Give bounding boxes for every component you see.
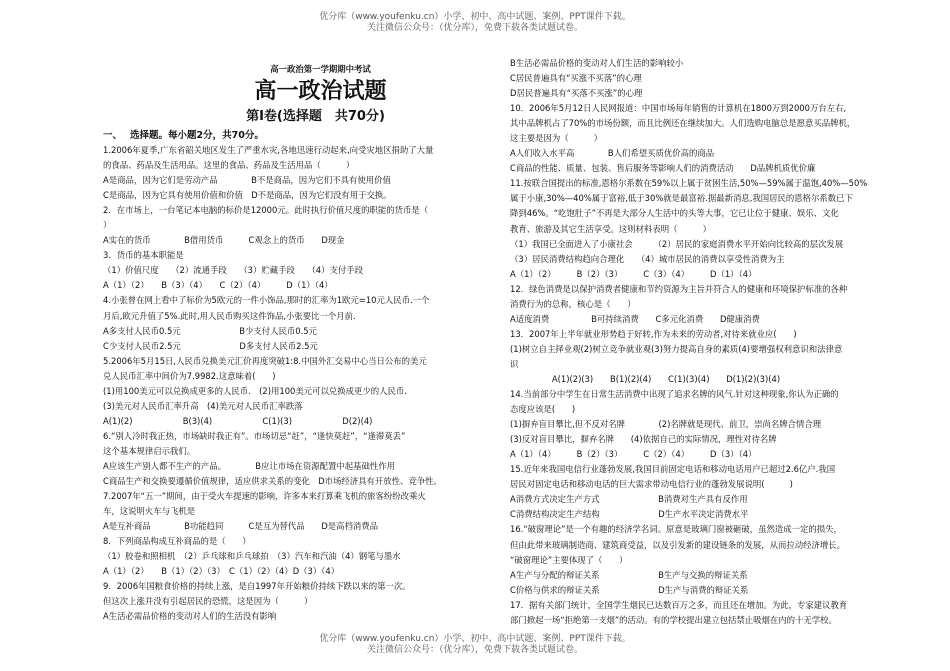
question-line: A（1）（2） B（3）（4） C（2）（4） D（1）（4） xyxy=(103,280,333,291)
question-line: B生活必需品价格的变动对人们生活的影响较小 xyxy=(510,58,684,68)
question-line: 2．在市场上，一台笔记本电脑的标价是12000元。此时执行价值尺度的职能的货币是（ xyxy=(103,205,429,216)
question-line: 态度应该是( ) xyxy=(510,404,576,415)
question-line: 16.“破窗理论”是一个有趣的经济学名词。原意是玻璃门窗被砸破，虽然造成一定的损失， xyxy=(510,524,842,535)
question-line: （3）居民消费结构趋向合理化 （4）城市居民的消费以享受性消费为主 xyxy=(510,253,785,264)
section-title: 一、 选择题。每小题2分，共70分。 xyxy=(103,130,264,141)
question-line: 3．货币的基本职能是 xyxy=(103,250,184,261)
question-line: 6.“别人冷时我正热，市场缺时我正有”。市场切忌“赶”，“逢快莫赶”，“逢滞莫丢” xyxy=(103,430,406,441)
question-line: A(1)(2)(3) B(1)(2)(4) C(1)(3)(4) D(1)(2)(3)(4) xyxy=(510,373,781,384)
question-line: C居民普遍具有“买涨不买落”的心理 xyxy=(510,73,642,84)
question-line: 部门掀起一场“拒绝第一支烟”的活动。有的学校提出建立包括禁止吸烟在内的十无学校。 xyxy=(510,614,837,625)
question-line: 4.小张曾在网上看中了标价为5欧元的一件小饰品,那时的汇率为1欧元=10元人民币.一个 xyxy=(103,295,430,306)
question-line: C商品的性能、质量、包装、售后服务等影响人们的消费活动 D品牌机质优价廉 xyxy=(510,163,816,174)
question-line: 这个基本规律启示我们。 xyxy=(103,445,196,456)
right-question-lines xyxy=(510,56,910,628)
watermark-bottom-line2: 关注微信公众号：（优分库），免费下载各类试题试卷。 xyxy=(366,645,583,655)
watermark-top-line2: 关注微信公众号：（优分库），免费下载各类试题试卷。 xyxy=(366,23,583,33)
question-line: 但这次上涨并没有引起居民的恐慌，这是因为（ ） xyxy=(103,596,313,607)
question-line: 1.2006年夏季,广东省韶关地区发生了严重水灾,各地迅速行动起来,向受灾地区捐助了大量 xyxy=(103,145,434,155)
question-line: 降到46%。“吃饱肚子”不再是大部分人生活中的头等大事，它已让位于健康、娱乐、文化 xyxy=(510,208,839,219)
question-line: 15.近年来我国电信行业蓬勃发展,我国目前固定电话和移动电话用户已超过2.6亿户.我国 xyxy=(510,464,836,475)
question-line: 车，这说明火车与飞机是 xyxy=(103,506,196,517)
question-line: A是互补商品 B功能趋同 C是互为替代品 D是高档消费品 xyxy=(103,521,379,532)
question-line: 兑人民币汇率中间价为7.9982.这意味着( ) xyxy=(103,370,276,381)
paper-title: 高一政治试题 xyxy=(254,79,387,104)
question-line: 14.当前部分中学生在日常生活消费中出现了追求名牌的风气.针对这种现象,你认为正确的 xyxy=(510,389,839,400)
question-line: A生活必需品价格的变动对人们的生活没有影响 xyxy=(103,611,277,622)
question-line: （1）胶卷和照相机 （2）乒乓球和乒乓球拍 （3）汽车和汽油（4）钢笔与墨水 xyxy=(103,551,401,562)
question-line: 7.2007年“五一”期间，由于受火车提速的影响，许多本来打算乘飞机的旅客纷纷改乘火 xyxy=(103,491,426,502)
watermark-bottom-line1: 优分库（www.youfenku.cn）小学、初中、高中试题、案例、PPT课件下载。 xyxy=(319,634,631,644)
question-line: A人们收入水平高 B人们希望买质优价高的商品 xyxy=(510,148,715,159)
question-line: (1)用100美元可以兑换成更多的人民币. (2)用100美元可以兑换成更少的人民币. xyxy=(103,385,407,396)
question-line: C是商品，因为它具有使用价值和价值 D不是商品，因为它们没有用于交换。 xyxy=(103,190,392,201)
watermark-top xyxy=(0,12,950,34)
left-column xyxy=(103,62,498,625)
watermark-bottom xyxy=(0,634,950,656)
question-line: 属于小康,30%—40%属于富裕,低于30%就是最富裕.据最新消息,我国居民的恩格尔系数已下 xyxy=(510,193,853,204)
question-line: A多支付人民币0.5元 B少支付人民币0.5元 xyxy=(103,325,317,336)
question-line: A适度消费 B可持续消费 C多元化消费 D健康消费 xyxy=(510,313,760,324)
exam-name: 高一政治第一学期期中考试 xyxy=(270,64,371,74)
question-line: （1）价值尺度 （2）流通手段 （3）贮藏手段 （4）支付手段 xyxy=(103,265,363,276)
question-line: A（1）（2） B（2）（3） C（3）（4） D（1）（4） xyxy=(510,268,757,279)
question-line: 12．绿色消费是以保护消费者健康和节约资源为主旨并符合人的健康和环境保护标准的各种 xyxy=(510,283,848,294)
question-line: 9．2006年国粮食价格的持续上涨，是自1997年开始粮价持续下跌以来的第一次。 xyxy=(103,581,411,592)
question-line: 消费行为的总称，核心是（ ） xyxy=(510,298,636,309)
question-line: （1）我国已全面进入了小康社会 （2）居民的家庭消费水平开始向比较高的层次发展 xyxy=(510,238,844,249)
question-line: 10．2006年5月12日人民网报道：中国市场每年销售的计算机在1800万到2000万台左右, xyxy=(510,103,847,114)
question-line: 的食品、药品及生活用品。这里的食品、药品及生活用品（ ） xyxy=(103,160,355,171)
question-line: 其中品牌机占了70%的市场份额，而且比例还在继续加大。人们选购电脑总是愿意买品牌机， xyxy=(510,118,856,129)
question-line: C消费结构决定生产结构 D生产水平决定消费水平 xyxy=(510,509,749,520)
question-line: 11.按联合国提出的标准,恩格尔系数在59%以上属于贫困生活,50%—59%属于温饱,40%—50% xyxy=(510,178,868,189)
question-line: A(1)(2) B(3)(4) C(1)(3) D(2)(4) xyxy=(103,415,373,426)
question-line: A应该生产别人都不生产的产品。 B应让市场在资源配置中起基础性作用 xyxy=(103,460,396,471)
question-line: (3)反对盲目攀比，摒弃名牌 (4)依据自己的实际情况，理性对待名牌 xyxy=(510,434,777,445)
question-line: A（1）（4） B（2）（3） C（2）（4） D（3）（4） xyxy=(510,449,757,460)
question-line: 居民对固定电话和移动电话的巨大需求带动电信行业的蓬勃发展说明( ) xyxy=(510,479,793,490)
question-line: “破窗理论”主要体现了（ ） xyxy=(510,554,628,565)
question-line: A（1）（2） B（1）（2）（3） C（1）（2）（4）D（3）（4） xyxy=(103,566,340,577)
left-question-lines xyxy=(103,143,498,625)
question-line: 13．2007年上半年就业形势趋于好转,作为未来的劳动者,对待来就业应( ) xyxy=(510,328,797,339)
question-line: ） xyxy=(103,220,112,231)
part-title: 第Ⅰ卷(选择题 共70分) xyxy=(246,109,385,124)
question-line: (1)树立自主择业观(2)树立竞争就业观(3)努力提高自身的素质(4)要增强权利意识和法律意 xyxy=(510,343,843,354)
question-line: A实在的货币 B借用货币 C观念上的货币 D现金 xyxy=(103,235,345,246)
question-line: 5.2006年5月15日,人民币兑换美元汇价再度突破1:8.中国外汇交易中心当日公布的美元 xyxy=(103,355,427,366)
question-line: 17．据有关部门统计，全国学生烟民已达数百万之多，而且还在增加。为此，专家建议教育 xyxy=(510,599,848,610)
question-line: 识 xyxy=(510,358,519,369)
question-line: 这主要是因为（ ） xyxy=(510,133,603,144)
question-line: A生产与分配的辩证关系 B生产与交换的辩证关系 xyxy=(510,569,748,580)
right-column xyxy=(510,56,910,628)
question-line: 教育、旅游及其它生活享受。这则材料表明（ ） xyxy=(510,223,711,234)
question-line: C价格与供求的辩证关系 D生产与消费的辩证关系 xyxy=(510,584,749,595)
question-line: C商品生产和交换要遵循价值规律，适应供求关系的变化 D市场经济具有开放性、竞争性。 xyxy=(103,476,442,487)
question-line: (1)摒弃盲目攀比,但不反对名牌 (2)名牌就是现代、前卫，崇尚名牌合情合理 xyxy=(510,419,822,430)
question-line: 但由此带来玻璃制造商、建筑商受益，以及引发新的建设链条的发展，从而拉动经济增长。 xyxy=(510,539,845,550)
question-line: 月后,欧元升值了5%.此时,用人民币购买这件饰品,小张要比一个月前. xyxy=(103,310,356,321)
question-line: A是商品，因为它们是劳动产品 B不是商品，因为它们不具有使用价值 xyxy=(103,175,391,186)
question-line: A消费方式决定生产方式 B消费对生产具有反作用 xyxy=(510,494,748,505)
watermark-top-line1: 优分库（www.youfenku.cn）小学、初中、高中试题、案例、PPT课件下载。 xyxy=(319,12,631,22)
question-line: 8．下列商品构成互补商品的是（ ） xyxy=(103,536,251,547)
question-line: C少支付人民币2.5元 D多支付人民币2.5元 xyxy=(103,340,318,351)
question-line: D居民普遍具有“买落不买涨”的心理 xyxy=(510,88,643,99)
question-line: (3)美元对人民币汇率升高 (4)美元对人民币汇率跌落 xyxy=(103,400,303,411)
